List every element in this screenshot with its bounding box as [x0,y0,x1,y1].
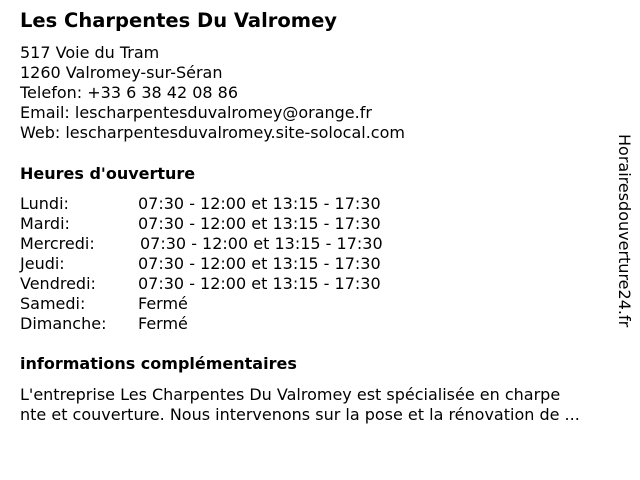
opening-hours-heading: Heures d'ouverture [20,164,196,183]
day-hours: 07:30 - 12:00 et 13:15 - 17:30 [140,234,383,253]
day-hours: 07:30 - 12:00 et 13:15 - 17:30 [138,214,381,233]
day-label: Samedi: [20,294,86,313]
address-street: 517 Voie du Tram [20,43,160,62]
additional-info-heading: informations complémentaires [20,354,297,373]
day-label: Lundi: [20,194,69,213]
email-line: Email: lescharpentesduvalromey@orange.fr [20,103,372,122]
business-card [20,0,620,480]
day-hours: Fermé [138,294,188,313]
address-city: 1260 Valromey-sur-Séran [20,63,223,82]
description-line: L'entreprise Les Charpentes Du Valromey est spécialisée en charpe [20,385,561,404]
day-hours: 07:30 - 12:00 et 13:15 - 17:30 [138,194,381,213]
day-hours: 07:30 - 12:00 et 13:15 - 17:30 [138,254,381,273]
day-hours: Fermé [138,314,188,333]
day-label: Jeudi: [20,254,65,273]
web-line: Web: lescharpentesduvalromey.site-solocal.com [20,123,405,142]
day-label: Vendredi: [20,274,96,293]
day-hours: 07:30 - 12:00 et 13:15 - 17:30 [138,274,381,293]
day-label: Mardi: [20,214,70,233]
business-name: Les Charpentes Du Valromey [20,9,338,32]
day-label: Dimanche: [20,314,107,333]
site-watermark: Horairesdouverture24.fr [615,134,634,328]
description-line: nte et couverture. Nous intervenons sur la pose et la rénovation de ... [20,405,580,424]
contact-block [20,43,405,143]
business-description [20,385,620,425]
phone-line: Telefon: +33 6 38 42 08 86 [20,83,239,102]
day-label: Mercredi: [20,234,95,253]
